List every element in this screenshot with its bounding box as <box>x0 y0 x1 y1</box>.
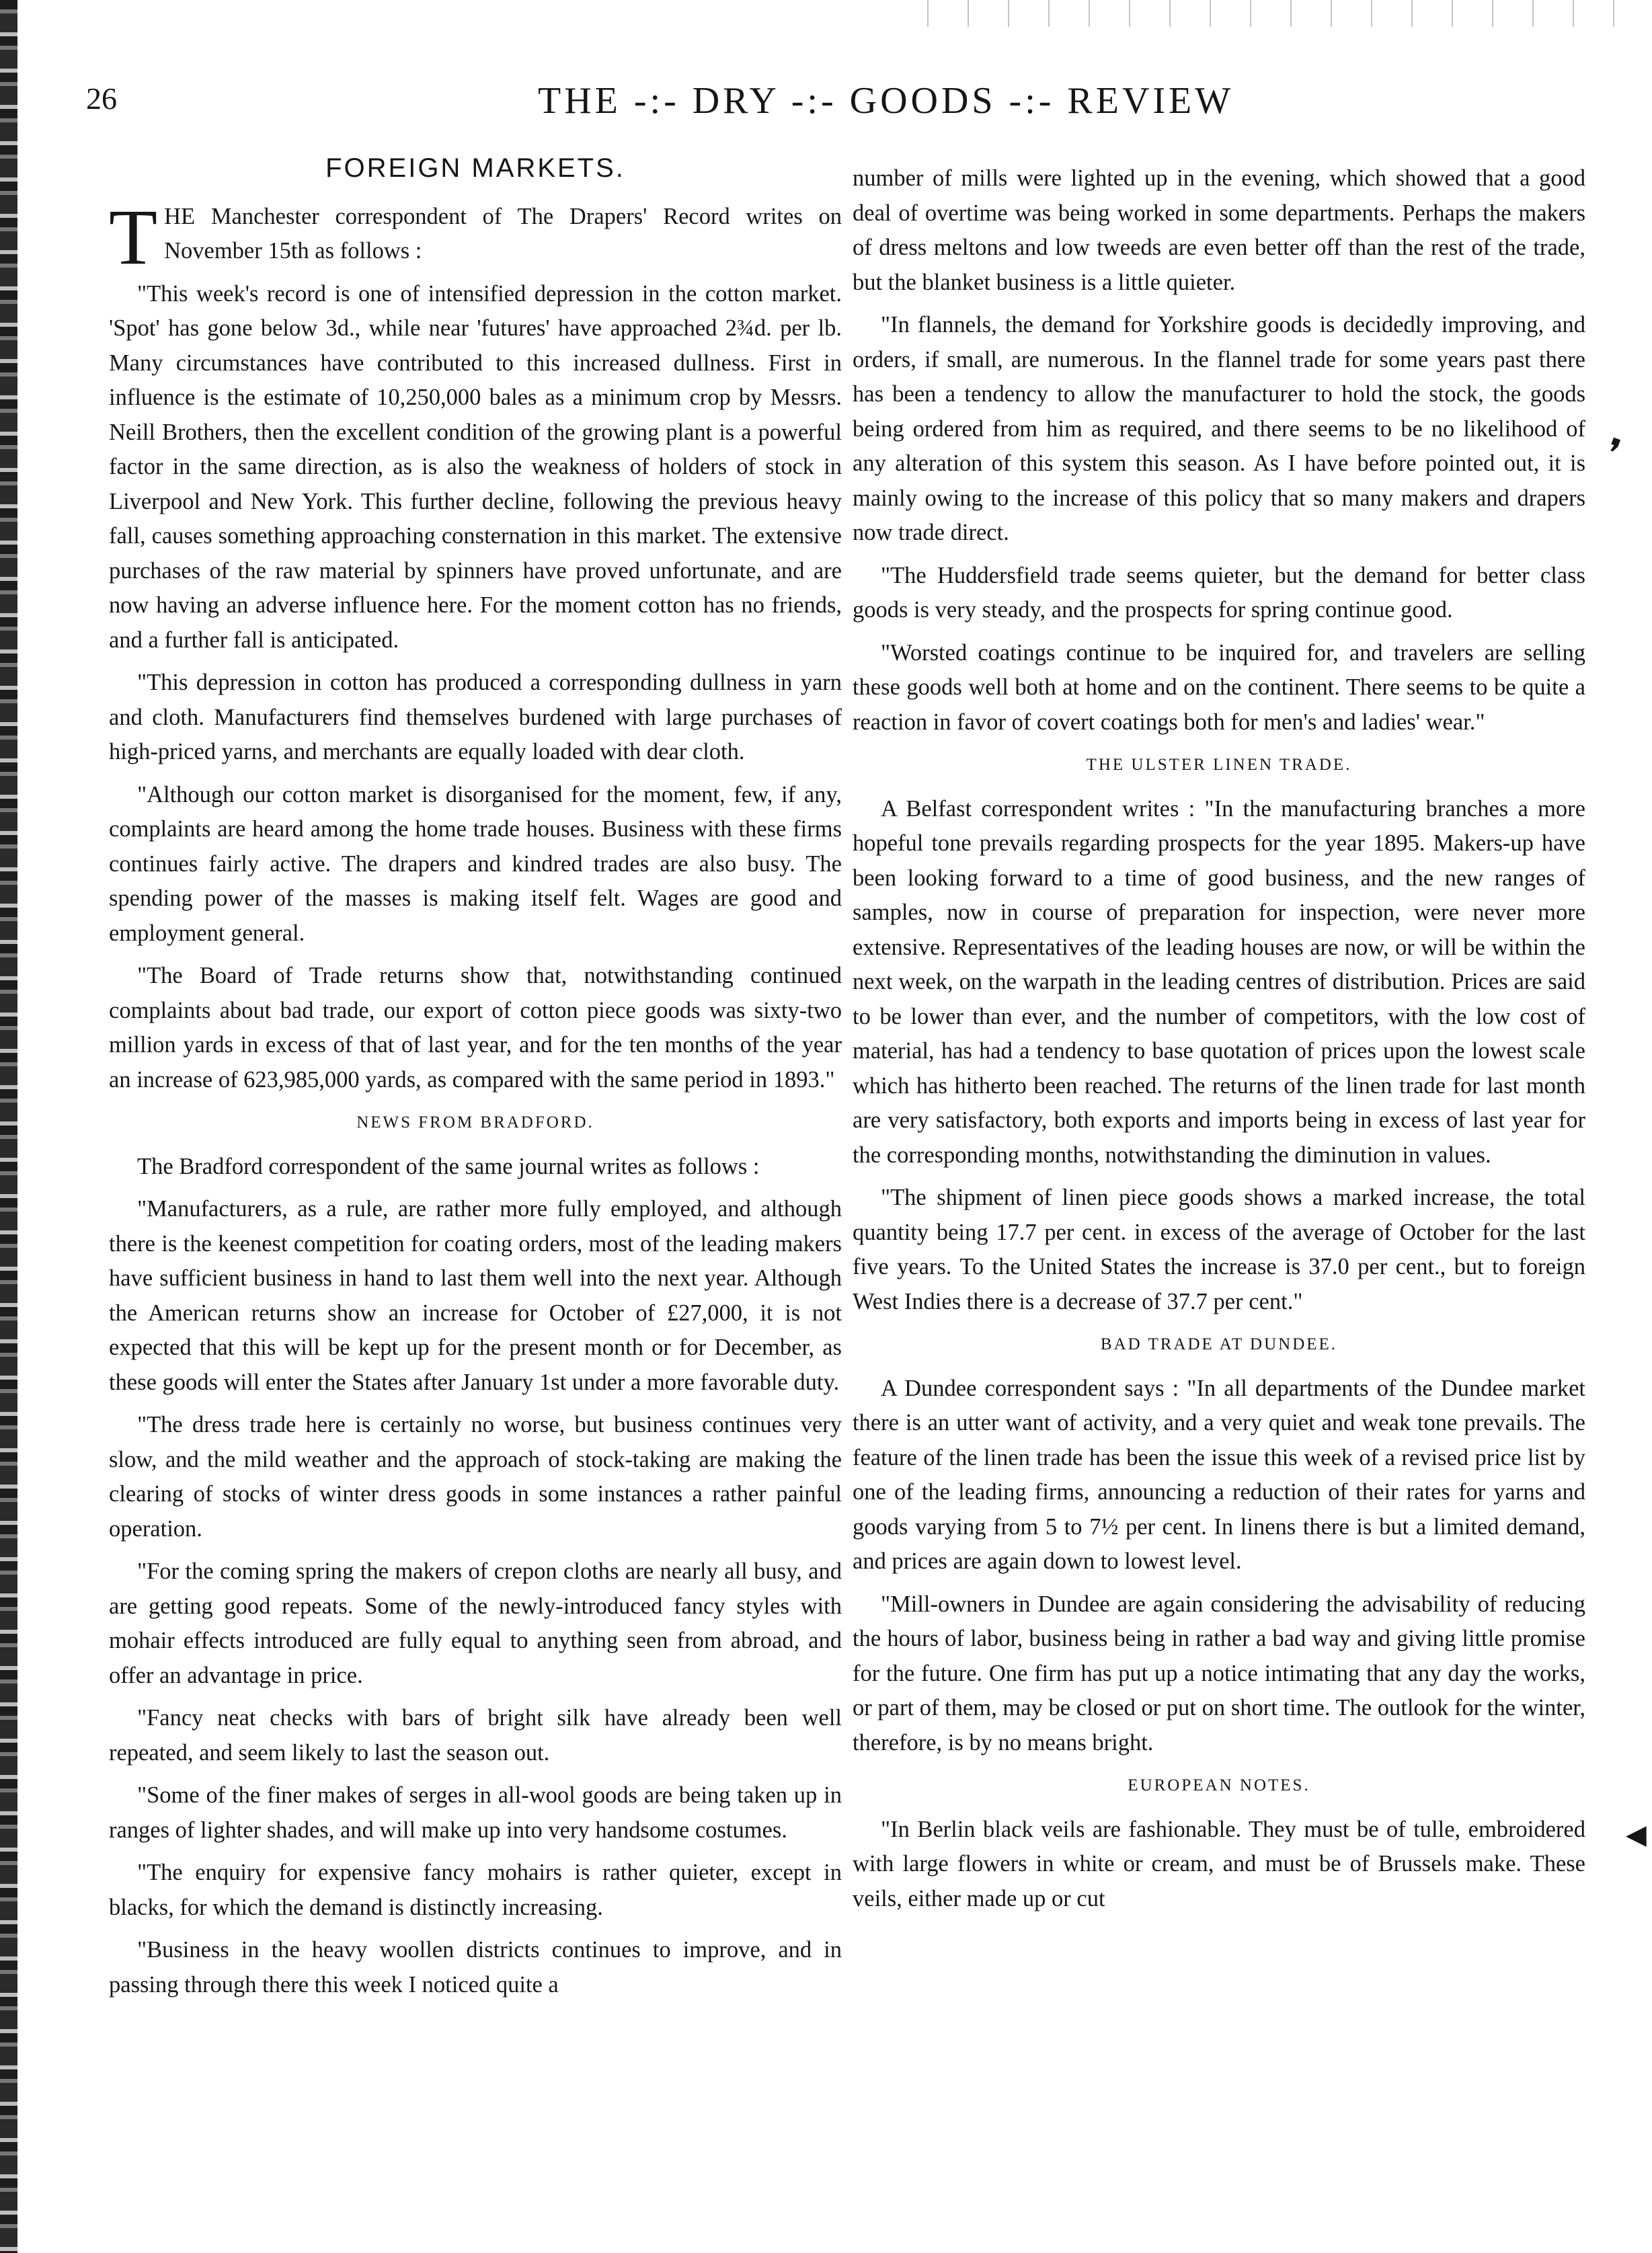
left-column <box>109 151 842 2010</box>
paragraph: "In Berlin black veils are fashionable. They must be of tulle, embroidered with large flowers in white or cream, and must be of Brussels make. These veils, either made up or cut <box>853 1816 1585 1911</box>
paragraph: A Dundee correspondent says : "In all departments of the Dundee market there is an utter want of activity, and a very quiet and weak tone prevails. The feature of the linen trade has been the issue this week of a revised price list by one of the leading firms, announcing a reduction of their rates for yarns and goods varying from 5 to 7½ per cent. In linens there is but a limited demand, and prices are again down to lowest level. <box>853 1375 1585 1574</box>
continuation-paragraph: number of mills were lighted up in the evening, which showed that a good deal of overtime was being worked in some departments. Perhaps the makers of dress meltons and low tweeds are even better off than the rest of the trade, but the blanket business is a little quieter. <box>853 165 1585 295</box>
paragraph: "Although our cotton market is disorganised for the moment, few, if any, complaints are heard among the home trade houses. Business with these firms continues fairly active. The drapers and kindred trades are also busy. The spending power of the masses is making itself felt. Wages are good and employment general. <box>109 781 842 946</box>
subhead-dundee: BAD TRADE AT DUNDEE. <box>1100 1335 1338 1353</box>
paragraph: "Business in the heavy woollen districts continues to improve, and in passing through there this week I noticed quite a <box>109 1937 842 1998</box>
paragraph: "For the coming spring the makers of crepon cloths are nearly all busy, and are getting good repeats. Some of the newly-introduced fancy styles with mohair effects introduced are fully equal to anything seen from abroad, and offer an advantage in price. <box>109 1558 842 1688</box>
paragraph: The Bradford correspondent of the same journal writes as follows : <box>137 1153 760 1179</box>
running-title: THE -:- DRY -:- GOODS -:- REVIEW <box>538 80 1234 122</box>
binding-edge <box>0 0 17 2253</box>
paragraph: "Manufacturers, as a rule, are rather more fully employed, and although there is the keenest competition for coating orders, most of the leading makers have sufficient business in hand to last them well into the next year. Although the American returns show an increase for October of £27,000, it is not expected that this will be kept up for the present month or for December, as these goods will enter the States after January 1st under a more favorable duty. <box>109 1196 842 1395</box>
paragraph: "This depression in cotton has produced a corresponding dullness in yarn and cloth. Manufacturers find themselves burdened with large purchases of high-priced yarns, and merchants are equally loaded with dear cloth. <box>109 670 842 764</box>
paragraph: "The dress trade here is certainly no worse, but business continues very slow, and the mild weather and the approach of stock-taking are making the clearing of stocks of winter dress goods in some instances a rather painful operation. <box>109 1412 842 1542</box>
margin-mark-icon: ❜ <box>1598 430 1626 477</box>
paragraph: "This week's record is one of intensified depression in the cotton market. 'Spot' has gone below 3d., while near 'futures' have approached 2¾d. per lb. Many circumstances have contributed to this increased dullness. First in influence is the estimate of 10,250,000 bales as a minimum crop by Messrs. Neill Brothers, then the excellent condition of the growing plant is a powerful factor in the same direction, as is also the weakness of holders of stock in Liverpool and New York. This further decline, following the previous heavy fall, causes something approaching consternation in this market. The extensive purchases of the raw material by spinners have proved unfortunate, and are now having an adverse influence here. For the moment cotton has no friends, and a further fall is anticipated. <box>109 280 842 653</box>
paragraph: "In flannels, the demand for Yorkshire goods is decidedly improving, and orders, if small, are numerous. In the flannel trade for some years past there has been a tendency to allow the manufacturer to hold the stock, the goods being ordered from him as required, and there seems to be no likelihood of any alteration of this system this season. As I have before pointed out, it is mainly owing to the increase of this policy that so many makers and drapers now trade direct. <box>853 312 1585 545</box>
drop-cap: T <box>109 192 158 281</box>
paragraph: "Worsted coatings continue to be inquired for, and travelers are selling these goods well both at home and on the continent. There seems to be quite a reaction in favor of covert coatings both for men's and ladies' wear." <box>853 639 1585 735</box>
paragraph: A Belfast correspondent writes : "In the manufacturing branches a more hopeful tone prevails regarding prospects for the year 1895. Makers-up have been looking forward to a time of good business, and the new ranges of samples, now in course of preparation for inspection, were never more extensive. Representatives of the leading houses are now, or will be within the next week, on the warpath in the leading centres of distribution. Prices are said to be lower than ever, and the number of competitors, with the low cost of material, has had a tendency to base quotation of prices upon the lowest scale which has hitherto been reached. The returns of the linen trade for last month are very satisfactory, both exports and imports being in excess of last year for the corresponding months, notwithstanding the diminution in values. <box>853 795 1585 1168</box>
subhead-bradford: NEWS FROM BRADFORD. <box>356 1113 594 1132</box>
paragraph: "The Board of Trade returns show that, notwithstanding continued complaints about bad trade, our export of cotton piece goods was sixty-two million yards in excess of that of last year, and for the ten months of the year an increase of 623,985,000 yards, as compared with the same period in 1893." <box>109 963 842 1093</box>
scan-noise <box>912 0 1652 27</box>
paragraph: "The Huddersfield trade seems quieter, but the demand for better class goods is very steady, and the prospects for spring continue good. <box>853 562 1585 623</box>
subhead-european: EUROPEAN NOTES. <box>1128 1776 1310 1794</box>
paragraph: "The shipment of linen piece goods shows a marked increase, the total quantity being 17.7 per cent. in excess of the average of October for the last five years. To the United States the increase is 37.0 per cent., but to foreign West Indies there is a decrease of 37.7 per cent." <box>853 1185 1585 1314</box>
right-column <box>853 161 1585 1924</box>
intro-paragraph <box>109 192 842 281</box>
article-heading: FOREIGN MARKETS. <box>325 153 625 183</box>
paragraph: "Mill-owners in Dundee are again considering the advisability of reducing the hours of labor, business being in rather a bad way and giving little promise for the future. One firm has put up a notice intimating that any day the works, or part of them, may be closed or put on short time. The outlook for the winter, therefore, is by no means bright. <box>853 1591 1585 1755</box>
paragraph: "Fancy neat checks with bars of bright silk have already been well repeated, and seem likely to last the season out. <box>109 1705 842 1766</box>
paragraph: "Some of the finer makes of serges in all-wool goods are being taken up in ranges of lighter shades, and will make up into very handsome costumes. <box>109 1782 842 1843</box>
intro-text: HE Manchester correspondent of The Drapers' Record writes on November 15th as follows : <box>164 203 842 264</box>
paragraph: "The enquiry for expensive fancy mohairs is rather quieter, except in blacks, for which the demand is distinctly increasing. <box>109 1860 842 1920</box>
subhead-ulster: THE ULSTER LINEN TRADE. <box>1086 756 1352 774</box>
page-number: 26 <box>86 81 117 116</box>
margin-mark-icon: ◀ <box>1626 1819 1647 1850</box>
